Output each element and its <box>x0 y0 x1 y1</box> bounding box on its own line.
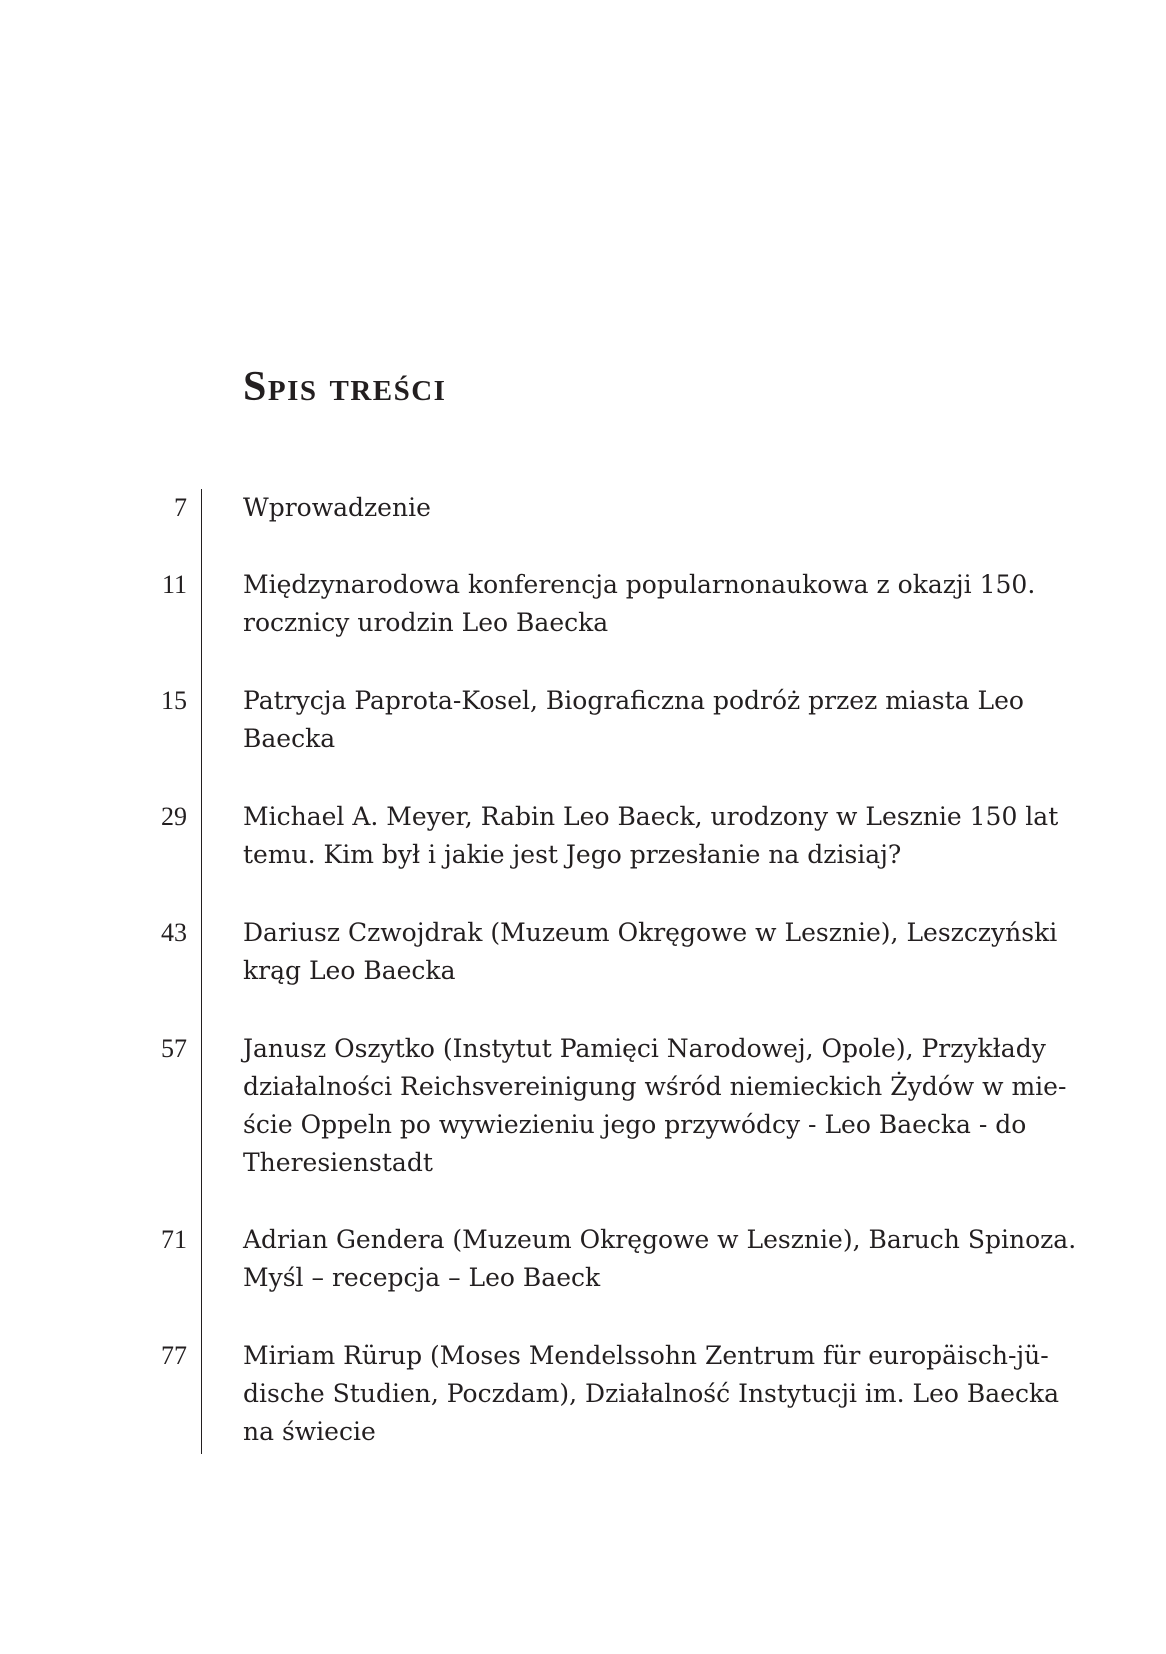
toc-page-number: 7 <box>174 493 187 522</box>
toc-entry-line: temu. Kim był i jakie jest Jego przesłanie na dzisiaj? <box>243 840 902 869</box>
toc-entry-title <box>243 1030 1067 1182</box>
toc-entry-line: na świecie <box>243 1417 376 1446</box>
toc-entry-title <box>243 566 1036 642</box>
toc-entry-title <box>243 914 1058 990</box>
toc-page-number: 15 <box>161 686 187 715</box>
toc-entry-line: ście Oppeln po wywiezieniu jego przywódcy - Leo Baecka - do <box>243 1110 1027 1139</box>
toc-entry-line: Międzynarodowa konferencja popularnonaukowa z okazji 150. <box>243 570 1036 599</box>
toc-entry-line: Janusz Oszytko (Instytut Pamięci Narodowej, Opole), Przykłady <box>243 1034 1046 1063</box>
toc-page-number: 43 <box>161 918 187 947</box>
toc-entry-line: Myśl – recepcja – Leo Baeck <box>243 1263 601 1292</box>
toc-entry-line: Wprowadzenie <box>243 493 431 522</box>
toc-divider-line <box>201 489 202 1454</box>
toc-entry-title <box>243 1221 1077 1297</box>
toc-entry-title <box>243 489 1003 527</box>
toc-entry-line: działalności Reichsvereinigung wśród niemieckich Żydów w mie- <box>243 1072 1067 1101</box>
toc-entry-title <box>243 682 1024 758</box>
toc-entry-line: Theresienstadt <box>243 1148 433 1177</box>
toc-entry-line: Dariusz Czwojdrak (Muzeum Okręgowe w Lesznie), Leszczyński <box>243 918 1058 947</box>
toc-entry-title <box>243 798 1059 874</box>
toc-page-number: 57 <box>161 1034 187 1063</box>
toc-page-number: 11 <box>161 570 187 599</box>
toc-entry-line: Baecka <box>243 724 336 753</box>
toc-entry-line: krąg Leo Baecka <box>243 956 456 985</box>
toc-entry-line: Michael A. Meyer, Rabin Leo Baeck, urodzony w Lesznie 150 lat <box>243 802 1059 831</box>
toc-entry-line: rocznicy urodzin Leo Baecka <box>243 608 609 637</box>
toc-page-number: 77 <box>161 1341 187 1370</box>
toc-entry-line: Miriam Rürup (Moses Mendelssohn Zentrum für europäisch-jü- <box>243 1341 1049 1370</box>
toc-entry-title <box>243 1337 1060 1451</box>
toc-entry-line: Patrycja Paprota-Kosel, Biograficzna podróż przez miasta Leo <box>243 686 1024 715</box>
toc-entry-line: Adrian Gendera (Muzeum Okręgowe w Lesznie), Baruch Spinoza. <box>243 1225 1077 1254</box>
toc-page-number: 29 <box>161 802 187 831</box>
page-title: Spis treści <box>243 364 447 410</box>
toc-page-number: 71 <box>161 1225 187 1254</box>
toc-entry-line: dische Studien, Poczdam), Działalność Instytucji im. Leo Baecka <box>243 1379 1060 1408</box>
